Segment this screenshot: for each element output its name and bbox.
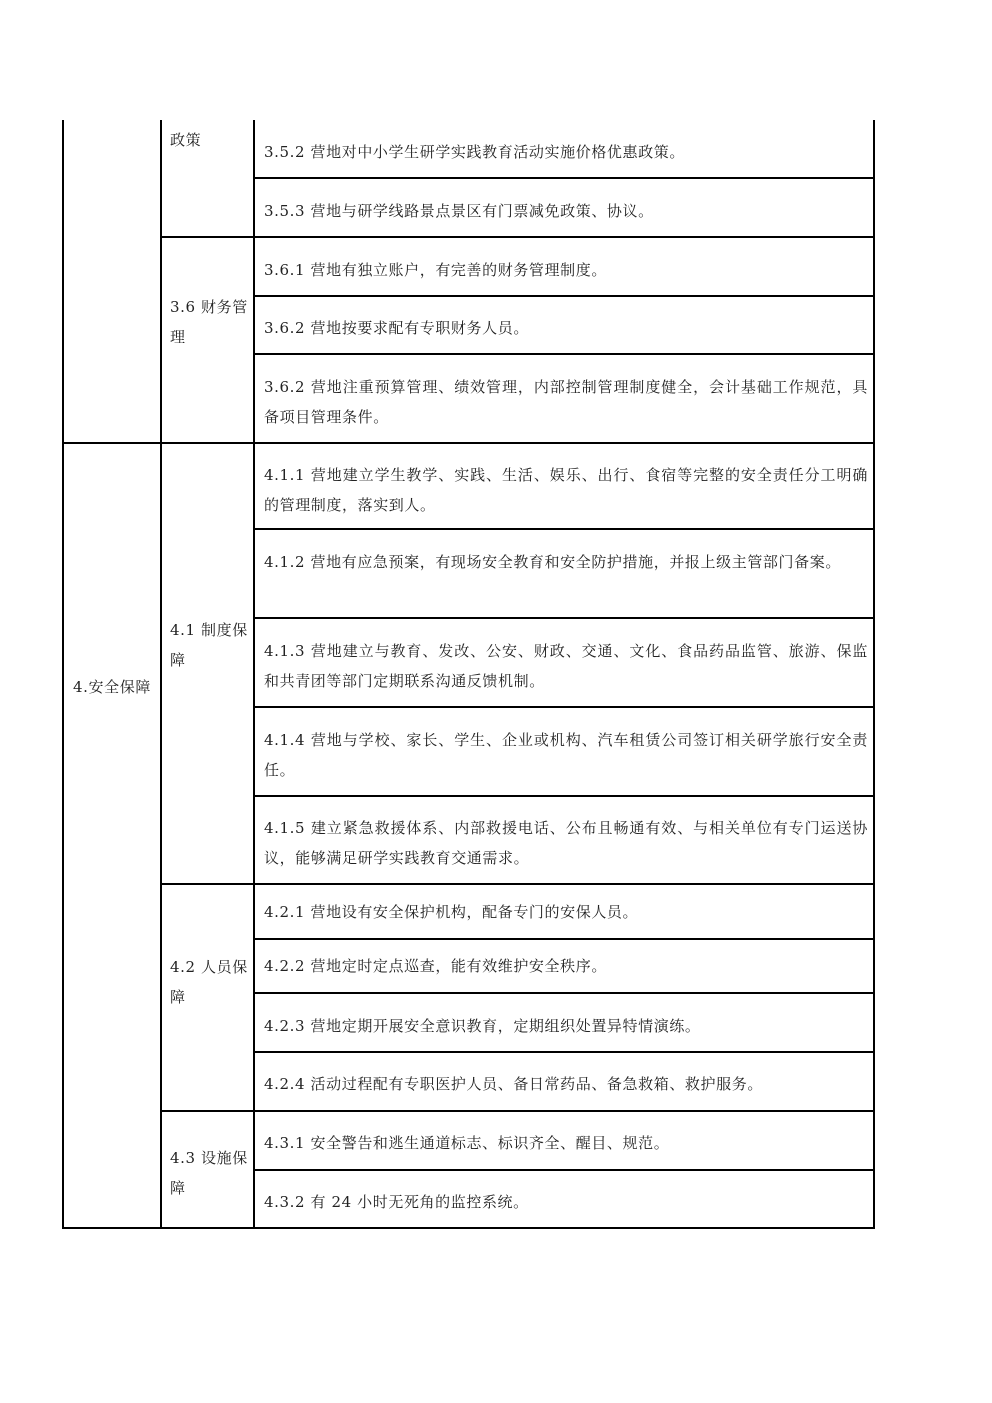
row-divider bbox=[253, 938, 875, 940]
table-border-bottom bbox=[62, 1227, 875, 1229]
row-divider bbox=[253, 528, 875, 530]
criterion-text: 3.6.1 营地有独立账户，有完善的财务管理制度。 bbox=[264, 261, 607, 279]
subcategory-label: 政策 bbox=[170, 131, 202, 149]
criterion-text: 3.6.2 营地按要求配有专职财务人员。 bbox=[264, 319, 529, 337]
main-category-label: 4.安全保障 bbox=[73, 678, 151, 696]
subgroup-divider bbox=[160, 883, 875, 885]
row-divider bbox=[253, 1169, 875, 1171]
criterion-text: 4.3.1 安全警告和逃生通道标志、标识齐全、醒目、规范。 bbox=[264, 1134, 670, 1152]
subgroup-divider bbox=[160, 236, 875, 238]
criterion-text: 4.2.1 营地设有安全保护机构，配备专门的安保人员。 bbox=[264, 903, 639, 921]
row-divider bbox=[253, 795, 875, 797]
criterion-text: 4.2.3 营地定期开展安全意识教育，定期组织处置异特情演练。 bbox=[264, 1017, 701, 1035]
subcategory-label: 3.6 财务管理 bbox=[170, 298, 248, 346]
criterion-text: 3.5.3 营地与研学线路景点景区有门票减免政策、协议。 bbox=[264, 202, 654, 220]
table-column-divider-2 bbox=[253, 120, 255, 1229]
table-border-left bbox=[62, 120, 64, 1229]
criterion-text: 3.6.2 营地注重预算管理、绩效管理，内部控制管理制度健全，会计基础工作规范，具备项目管理条件。 bbox=[264, 378, 868, 426]
row-divider bbox=[253, 617, 875, 619]
subcategory-label: 4.1 制度保障 bbox=[170, 621, 248, 669]
row-divider bbox=[253, 992, 875, 994]
row-divider bbox=[253, 177, 875, 179]
row-divider bbox=[253, 353, 875, 355]
criterion-text: 3.5.2 营地对中小学生研学实践教育活动实施价格优惠政策。 bbox=[264, 143, 685, 161]
category-divider bbox=[62, 442, 875, 444]
subcategory-label: 4.3 设施保障 bbox=[170, 1149, 248, 1197]
criterion-text: 4.1.5 建立紧急救援体系、内部救援电话、公布且畅通有效、与相关单位有专门运送协议，能够满足研学实践教育交通需求。 bbox=[264, 819, 868, 867]
row-divider bbox=[253, 1051, 875, 1053]
subgroup-divider bbox=[160, 1110, 875, 1112]
criterion-text: 4.1.2 营地有应急预案，有现场安全教育和安全防护措施，并报上级主管部门备案。 bbox=[264, 553, 841, 571]
subcategory-label: 4.2 人员保障 bbox=[170, 958, 248, 1006]
criterion-text: 4.1.3 营地建立与教育、发改、公安、财政、交通、文化、食品药品监管、旅游、保监和共青团等部门定期联系沟通反馈机制。 bbox=[264, 642, 868, 690]
criterion-text: 4.1.1 营地建立学生教学、实践、生活、娱乐、出行、食宿等完整的安全责任分工明确的管理制度，落实到人。 bbox=[264, 466, 868, 514]
criterion-text: 4.2.4 活动过程配有专职医护人员、备日常药品、备急救箱、救护服务。 bbox=[264, 1075, 763, 1093]
row-divider bbox=[253, 295, 875, 297]
criterion-text: 4.2.2 营地定时定点巡查，能有效维护安全秩序。 bbox=[264, 957, 607, 975]
row-divider bbox=[253, 706, 875, 708]
table-column-divider-1 bbox=[160, 120, 162, 1229]
criterion-text: 4.3.2 有 24 小时无死角的监控系统。 bbox=[264, 1193, 529, 1211]
table-border-right bbox=[873, 120, 875, 1229]
criterion-text: 4.1.4 营地与学校、家长、学生、企业或机构、汽车租赁公司签订相关研学旅行安全责任。 bbox=[264, 731, 868, 779]
